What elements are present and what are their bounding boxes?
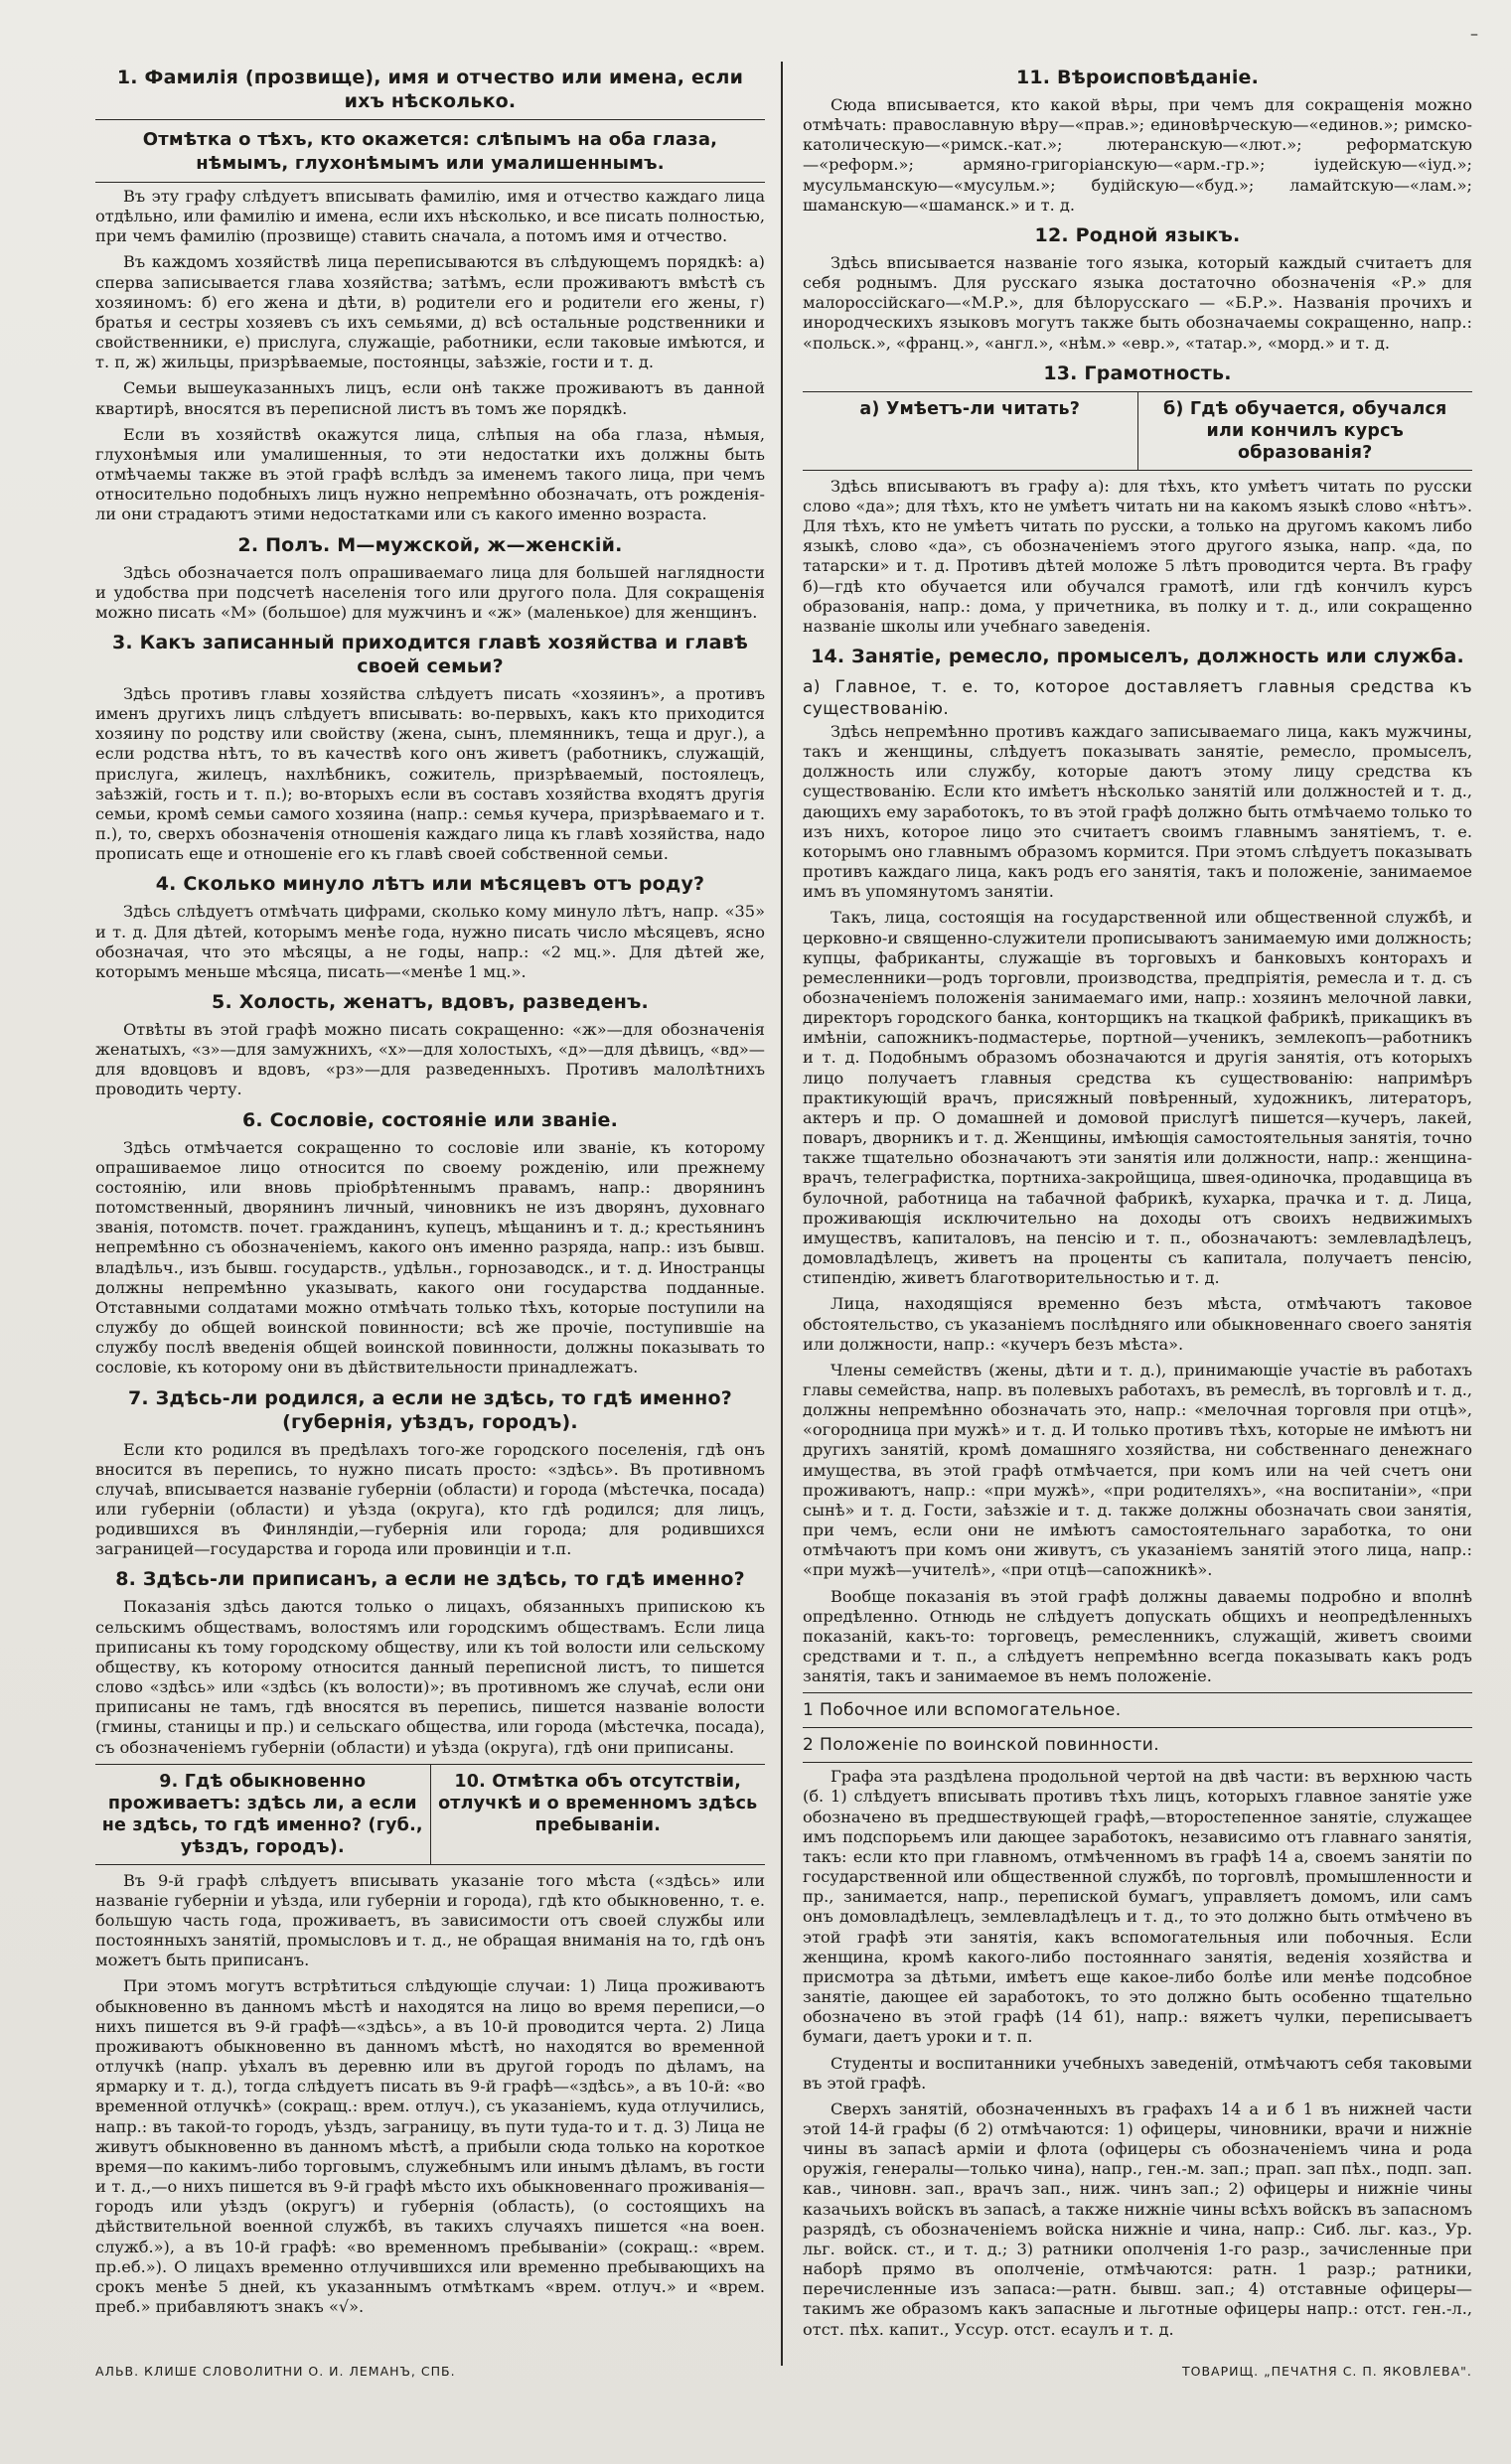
- paragraph: Члены семействъ (жены, дѣти и т. д.), принимающіе участіе въ работахъ главы семейства, напр. въ полевыхъ работахъ, въ ремеслѣ, въ торговлѣ и т. д., должны непремѣнно обозначать это, напр.: «мелочная торговля при отцѣ», «огородница при мужѣ» и т. д. И только противъ тѣхъ, которые не имѣютъ ни другихъ занятій, кромѣ домашняго хозяйства, ни собственнаго денежнаго имущества, въ этой графѣ отмѣчается, при комъ или на чей счетъ они проживаютъ, напр.: «при мужѣ», «при родителяхъ», «на воспитаніи», «при сынѣ» и т. д. Гости, заѣзжіе и т. д. также должны обозначать свои занятія, при чемъ, если они не имѣютъ самостоятельнаго заработка, то они отмѣчаютъ при комъ они живутъ, съ указаніемъ занятій этого лица, напр.: «при мужѣ—учителѣ», «при отцѣ—сапожникѣ».: [803, 1360, 1472, 1580]
- section-6-heading: 6. Сословіе, состояніе или званіе.: [241, 1108, 619, 1131]
- rule: [803, 1692, 1472, 1693]
- column-divider: [781, 62, 783, 2366]
- paragraph: Въ 9-й графѣ слѣдуетъ вписывать указаніе того мѣста («здѣсь» или названіе губерніи и уѣзда, или губерніи и города), гдѣ кто обыкновенно, т. е. большую часть года, проживаетъ, въ зависимости отъ своей службы или постоянныхъ занятій, промысловъ и т. д., не обращая вниманія на то, гдѣ онъ можетъ быть приписанъ.: [95, 1870, 765, 1970]
- paragraph: Вообще показанія въ этой графѣ должны даваемы подробно и вполнѣ опредѣленно. Отнюдь не слѣдуетъ допускать общихъ и неопредѣленныхъ показаній, какъ-то: торговецъ, ремесленникъ, служащій, живетъ своими средствами и т. п., а слѣдуетъ непремѣнно всегда показывать какъ родъ занятія, такъ и занимаемое въ немъ положеніе.: [803, 1586, 1472, 1686]
- paragraph: Здѣсь противъ главы хозяйства слѣдуетъ писать «хозяинъ», а противъ именъ другихъ лицъ слѣдуетъ вписывать: во-первыхъ, какъ кто приходится хозяину по родству или свойству (жена, сынъ, племянникъ, теща и друг.), а если родства нѣтъ, то въ качествѣ кого онъ живетъ (работникъ, служащій, прислуга, жилецъ, нахлѣбникъ, сожитель, призрѣваемый, постоялецъ, заѣзжій, гость и т. п.); во-вторыхъ если въ составъ хозяйства входятъ другія семьи, кромѣ семьи самого хозяина (напр.: семья кучера, призрѣваемаго и т. п.), то, сверхъ обозначенія отношенія каждаго лица къ главѣ хозяйства, надо прописать еще и отношеніе его къ главѣ своей собственной семьи.: [95, 683, 765, 864]
- section-4-heading: 4. Сколько минуло лѣтъ или мѣсяцевъ отъ роду?: [155, 873, 705, 896]
- section-1-subheading: Отмѣтка о тѣхъ, кто окажется: слѣпымъ на оба глаза, нѣмымъ, глухонѣмымъ или умалишеннымъ.: [142, 129, 718, 174]
- right-column: [803, 58, 1472, 2346]
- section-10-heading: 10. Отмѣтка объ отсутствіи, отлучкѣ и о временномъ здѣсь пребываніи.: [438, 1771, 758, 1835]
- section-13-heading: 13. Грамотность.: [1043, 362, 1232, 384]
- paragraph: Семьи вышеуказанныхъ лицъ, если онѣ также проживаютъ въ данной квартирѣ, вносятся въ переписной листъ въ томъ же порядкѣ.: [95, 378, 765, 418]
- paragraph: Лица, находящіяся временно безъ мѣста, отмѣчаютъ таковое обстоятельство, съ указаніемъ послѣдняго или обыкновеннаго своего занятія или должности, напр.: «кучеръ безъ мѣста».: [803, 1294, 1472, 1354]
- left-column: [95, 58, 765, 2323]
- paragraph: Здѣсь отмѣчается сокращенно то сословіе или званіе, къ которому опрашиваемое лицо относится по своему рожденію, или прежнему состоянію, или вновь пріобрѣтеннымъ правамъ, напр.: дворянинъ потомственный, дворянинъ личный, чиновникъ не изъ дворянъ, духовнаго званія, потомств. почет. гражданинъ, купецъ, мѣщанинъ и т. д.; крестьянинъ непремѣнно съ обозначеніемъ, какого онъ именно разряда, напр.: изъ бывш. владѣльч., изъ бывш. государств., удѣльн., горнозаводск., и т. д. Иностранцы должны непремѣнно указывать, какого они государства подданные. Отставными солдатами можно отмѣчать только тѣхъ, которые поступили на службу до общей воинской повинности; всѣ же прочіе, поступившіе на службу послѣ введенія общей воинской повинности, должны показывать то сословіе, къ которому они въ дѣйствительности принадлежатъ.: [95, 1137, 765, 1377]
- paragraph: Въ каждомъ хозяйствѣ лица переписываются въ слѣдующемъ порядкѣ: а) сперва записывается глава хозяйства; затѣмъ, если проживаютъ вмѣстѣ съ хозяиномъ: б) его жена и дѣти, в) родители его и родители его жены, г) братья и сестры хозяевъ съ ихъ семьями, д) всѣ остальные родственники и свойственники, е) прислуга, служащіе, работники, если таковые имѣются, и т. п, ж) жильцы, призрѣваемые, постоянцы, заѣзжіе, гости и т. д.: [95, 252, 765, 372]
- paragraph: Если кто родился въ предѣлахъ того-же городского поселенія, гдѣ онъ вносится въ перепись, то нужно писать просто: «здѣсь». Въ противномъ случаѣ, вписывается названіе губерніи (области) и города (мѣстечка, посада) или губерніи (области) и уѣзда (округа), кто гдѣ родился; для лицъ, родившихся въ Финляндіи,—губернія или города; для родившихся заграницей—государства и города или провинціи и т.п.: [95, 1439, 765, 1559]
- section-13b-heading: б) Гдѣ обучается, обучался или кончилъ курсъ образованія?: [1163, 398, 1447, 463]
- paragraph: Здѣсь вписываютъ въ графу а): для тѣхъ, кто умѣетъ читать по русски слово «да»; для тѣхъ, кто не умѣетъ читать ни на какомъ языкѣ слово «нѣтъ». Для тѣхъ, кто не умѣетъ читать по русски, а только на другомъ какомъ либо языкѣ, слово «да», съ обозначеніемъ этого другого языка, напр. «да, по татарски» и т. д. Противъ дѣтей моложе 5 лѣтъ проводится черта. Въ графу б)—гдѣ кто обучается или обучался грамотѣ, или гдѣ кончилъ курсъ образованія, напр.: дома, у причетника, въ полку и т. д., или сокращенно названіе школы или учебнаго заведенія.: [803, 476, 1472, 636]
- rule: [803, 1762, 1472, 1763]
- paragraph: Если въ хозяйствѣ окажутся лица, слѣпыя на оба глаза, нѣмыя, глухонѣмыя или умалишенныя, то эти недостатки ихъ должны быть отмѣчаемы также въ этой графѣ вслѣдъ за именемъ такого лица, при чемъ относительно подобныхъ лицъ нужно непремѣнно обозначать, отъ рожденія-ли они страдаютъ этими недостатками или съ какого именно возраста.: [95, 424, 765, 524]
- printer-credit-left: АЛЬВ. КЛИШЕ СЛОВОЛИТНИ О. И. ЛЕМАНЪ, СПБ.: [95, 2364, 456, 2379]
- section-14b1-heading: 1 Побочное или вспомогательное.: [803, 1700, 1122, 1721]
- section-14-heading: 14. Занятіе, ремесло, промыселъ, должность или служба.: [811, 645, 1464, 667]
- section-14b2-heading: 2 Положеніе по воинской повинности.: [803, 1735, 1160, 1756]
- paragraph: Сверхъ занятій, обозначенныхъ въ графахъ 14 а и б 1 въ нижней части этой 14-й графы (б 2) отмѣчаются: 1) офицеры, чиновники, врачи и нижніе чины въ запасѣ арміи и флота (офицеры съ обозначеніемъ чина и рода оружія, генералы—только чина), напр., ген.-м. зап.; прап. зап пѣх., подп. зап. кав., чиновн. зап., врачъ зап., ниж. чинъ зап.; 2) офицеры и нижніе чины казачьихъ войскъ въ запасѣ, а также нижніе чины всѣхъ войскъ въ запасномъ разрядѣ, съ обозначеніемъ войска нижніе и чина, напр.: Сиб. льг. каз., Ур. льг. войск. ст., и т. д.; 3) ратники ополченія 1-го разр., зачисленные при наборѣ прямо въ ополченіе, отмѣчаются: ратн. 1 разр.; ратники, перечисленные изъ запаса:—ратн. бывш. зап.; 4) отставные офицеры—такимъ же образомъ какъ запасные и льготные офицеры напр.: отст. ген.-л., отст. пѣх. капит., Уссур. отст. есаулъ и т. д.: [803, 2099, 1472, 2339]
- section-7-heading: 7. Здѣсь-ли родился, а если не здѣсь, то гдѣ именно? (губернія, уѣздъ, городъ).: [128, 1386, 732, 1433]
- paragraph: Сюда вписывается, кто какой вѣры, при чемъ для сокращенія можно отмѣчать: православную вѣру—«прав.»; единовѣрческую—«единов.»; римско-католическую—«римск.-кат.»; лютеранскую—«лют.»; реформатскую—«реформ.»; армяно-григоріанскую—«арм.-гр.»; іудейскую—«іуд.»; мусульманскую—«мусульм.»; будійскую—«буд.»; ламайтскую—«лам.»; шаманскую—«шаманск.» и т. д.: [803, 95, 1472, 215]
- paragraph: Графа эта раздѣлена продольной чертой на двѣ части: въ верхнюю часть (б. 1) слѣдуетъ вписывать противъ тѣхъ лицъ, которыхъ главное занятіе уже обозначено въ предшествующей графѣ,—второстепенное занятіе, служащее имъ подспорьемъ или дающее заработокъ, независимо отъ главнаго занятія, такъ: если кто при главномъ, отмѣченномъ въ графѣ 14 а, своемъ занятіи по государственной или общественной службѣ, по торговлѣ, промышленности и пр., занимается, напр., перепиской бумагъ, управляетъ домомъ, или самъ онъ домовладѣлецъ, землевладѣлецъ и т. д., то это должно быть отмѣчено въ этой графѣ эти занятія, какъ вспомогательныя или побочныя. Если женщина, кромѣ какого-либо постояннаго занятія, веденія хозяйства и присмотра за дѣтьми, имѣетъ еще какое-либо болѣе или менѣе подсобное занятіе, дающее ей заработокъ, то это должно быть особенно тщательно обозначено въ этой графѣ (14 б1), напр.: вяжетъ чулки, переписываетъ бумаги, даетъ уроки и т. п.: [803, 1767, 1472, 2047]
- paragraph: Такъ, лица, состоящія на государственной или общественной службѣ, и церковно-и священно-служители прописываютъ занимаемую ими должность; купцы, фабриканты, служащіе въ торговыхъ и банковыхъ конторахъ и ремесленники—родъ торговли, производства, предпріятія, ремесла и т. д. съ обозначеніемъ положенія занимаемаго ими, напр.: хозяинъ мелочной лавки, директоръ городского банка, конторщикъ на ткацкой фабрикѣ, прикащикъ въ имѣніи, сапожникъ-подмастерье, портной—ученикъ, землекопъ—работникъ и т. д. Подобнымъ образомъ обозначаются и другія занятія, отъ которыхъ лицо получаетъ главныя средства къ существованію: напримѣръ практикующій врачъ, присяжный повѣренный, художникъ, литераторъ, актеръ и пр. О домашней и домовой прислугѣ пишется—кучеръ, лакей, поваръ, дворникъ и т. д. Женщины, имѣющія самостоятельныя занятія, точно также тщательно обозначаютъ эти занятія или должности, напр.: женщина-врачъ, телеграфистка, портниха-закройщица, швея-одиночка, продавщица въ булочной, работница на табачной фабрикѣ, кухарка, прачка и т. д. Лица, проживающія исключительно на доходы отъ своихъ недвижимыхъ имуществъ, капиталовъ, на пенсію и т. п., обозначаютъ: землевладѣлецъ, домовладѣлецъ, живетъ на проценты съ капитала, получаетъ пенсію, стипендію, живетъ благотворительностью и т. д.: [803, 908, 1472, 1288]
- paragraph: При этомъ могутъ встрѣтиться слѣдующіе случаи: 1) Лица проживаютъ обыкновенно въ данномъ мѣстѣ и находятся на лицо во время переписи,—о нихъ пишется въ 9-й графѣ—«здѣсь», а въ 10-й проводится черта. 2) Лица проживаютъ обыкновенно въ данномъ мѣстѣ, но находятся во временной отлучкѣ (напр. уѣхалъ въ деревню или въ другой городъ по дѣламъ, на ярмарку и т. д.), тогда слѣдуетъ писать въ 9-й графѣ—«здѣсь», а въ 10-й: «во временной отлучкѣ» (сокращ.: врем. отлуч.), съ указаніемъ, куда отлучились, напр.: въ такой-то городъ, уѣздъ, заграницу, въ пути туда-то и т. д. 3) Лица не живутъ обыкновенно въ данномъ мѣстѣ, а прибыли сюда только на короткое время—по какимъ-либо торговымъ, служебнымъ или инымъ дѣламъ, въ гости и т. д.,—о нихъ пишется въ 9-й графѣ мѣсто ихъ обыкновеннаго проживанія—городъ или уѣздъ (округъ) и губернія (область), (о состоящихъ на дѣйствительной военной службѣ, въ такихъ случаяхъ пишется «на воен. служб.»), а въ 10-й графѣ: «во временномъ пребываніи» (сокращ.: «врем. пр.еб.»). О лицахъ временно отлучившихся или временно пребывающихъ на срокъ менѣе 5 дней, къ указаннымъ отмѣткамъ «врем. отлуч.» и «врем. преб.» прибавляютъ знакъ «√».: [95, 1976, 765, 2316]
- section-9-10-header: [95, 1764, 765, 1865]
- paragraph: Отвѣты въ этой графѣ можно писать сокращенно: «ж»—для обозначенія женатыхъ, «з»—для замужнихъ, «х»—для холостыхъ, «д»—для дѣвицъ, «вд»—для вдовцовъ и вдовъ, «рз»—для разведенныхъ. Противъ малолѣтнихъ проводить черту.: [95, 1020, 765, 1099]
- section-13-header: [803, 391, 1472, 471]
- paragraph: Показанія здѣсь даются только о лицахъ, обязанныхъ припискою къ сельскимъ обществамъ, волостямъ или городскимъ обществамъ. Если лица приписаны къ тому городскому обществу, или къ той волости или сельскому обществу, къ которому относится данный переписной листъ, то пишется слово «здѣсь» или «здѣсь (къ волости)»; въ противномъ же случаѣ, если они приписаны не тамъ, гдѣ вносятся въ перепись, пишется названіе волости (гмины, станицы и пр.) и сельскаго общества, или города (мѣстечка, посада), съ обозначеніемъ губерніи (области) и уѣзда (округа), гдѣ они приписаны.: [95, 1597, 765, 1757]
- paragraph: Здѣсь обозначается полъ опрашиваемаго лица для большей наглядности и удобства при подсчетѣ населенія того или другого пола. Для сокращенія можно писать «М» (большое) для мужчинъ и «ж» (маленькое) для женщинъ.: [95, 562, 765, 622]
- section-3-heading: 3. Какъ записанный приходится главѣ хозяйства и главѣ своей семьи?: [111, 631, 749, 677]
- rule: [95, 182, 765, 183]
- printer-credit-right: ТОВАРИЩ. „ПЕЧАТНЯ С. П. ЯКОВЛЕВА".: [1182, 2364, 1472, 2379]
- paragraph: Здѣсь вписывается названіе того языка, который каждый считаетъ для себя роднымъ. Для русскаго языка достаточно обозначенія «Р.» для малороссійскаго—«М.Р.», для бѣлорусскаго — «Б.Р.». Названія прочихъ и инородческихъ языковъ могутъ также быть обозначаемы сокращенно, напр.: «польск.», «франц.», «англ.», «нѣм.» «евр.», «татар.», «морд.» и т. д.: [803, 252, 1472, 353]
- rule: [95, 119, 765, 120]
- rule: [803, 1727, 1472, 1728]
- section-5-heading: 5. Холость, женатъ, вдовъ, разведенъ.: [212, 991, 649, 1013]
- corner-mark: –: [1470, 24, 1478, 43]
- section-8-heading: 8. Здѣсь-ли приписанъ, а если не здѣсь, то гдѣ именно?: [115, 1568, 745, 1591]
- section-1-heading: 1. Фамилія (прозвище), имя и отчество или имена, если ихъ нѣсколько.: [116, 67, 744, 112]
- section-2-heading: 2. Полъ. М—мужской, ж—женскій.: [237, 533, 623, 556]
- section-9-heading: 9. Гдѣ обыкновенно проживаетъ: здѣсь ли, а если не здѣсь, то гдѣ именно? (губ., уѣздъ, городъ).: [101, 1771, 423, 1857]
- paragraph: Студенты и воспитанники учебныхъ заведеній, отмѣчаютъ себя таковыми въ этой графѣ.: [803, 2053, 1472, 2093]
- section-13a-heading: а) Умѣетъ-ли читать?: [859, 398, 1081, 419]
- paragraph: Въ эту графу слѣдуетъ вписывать фамилію, имя и отчество каждаго лица отдѣльно, или фамилію и имена, если ихъ нѣсколько, и все писать полностью, при чемъ фамилію (прозвище) ставить сначала, а потомъ имя и отчество.: [95, 187, 765, 246]
- paragraph: Здѣсь непремѣнно противъ каждаго записываемаго лица, какъ мужчины, такъ и женщины, слѣдуетъ показывать занятіе, ремесло, промыселъ, должность или службу, которые даютъ этому лицу средства къ существованію. Если кто имѣетъ нѣсколько занятій или должностей и т. д., дающихъ ему заработокъ, то въ этой графѣ должно быть отмѣчаемо только то изъ нихъ, которое лицо это считаетъ своимъ главнымъ занятіемъ, т. е. которымъ оно главнымъ образомъ кормится. При этомъ слѣдуетъ показывать противъ каждаго лица, какъ родъ его занятія, такъ и положеніе, занимаемое имъ въ упомянутомъ занятіи.: [803, 721, 1472, 902]
- paragraph: Здѣсь слѣдуетъ отмѣчать цифрами, сколько кому минуло лѣтъ, напр. «35» и т. д. Для дѣтей, которымъ менѣе года, нужно писать число мѣсяцевъ, ясно обозначая, что это мѣсяцы, а не годы, напр.: «2 мц.». Для дѣтей же, которымъ меньше мѣсяца, писать—«менѣе 1 мц.».: [95, 902, 765, 981]
- section-14a-heading: а) Главное, т. е. то, которое доставляетъ главныя средства къ существованію.: [803, 676, 1472, 719]
- section-11-heading: 11. Вѣроисповѣданіе.: [1015, 67, 1260, 88]
- section-12-heading: 12. Родной языкъ.: [1034, 223, 1241, 246]
